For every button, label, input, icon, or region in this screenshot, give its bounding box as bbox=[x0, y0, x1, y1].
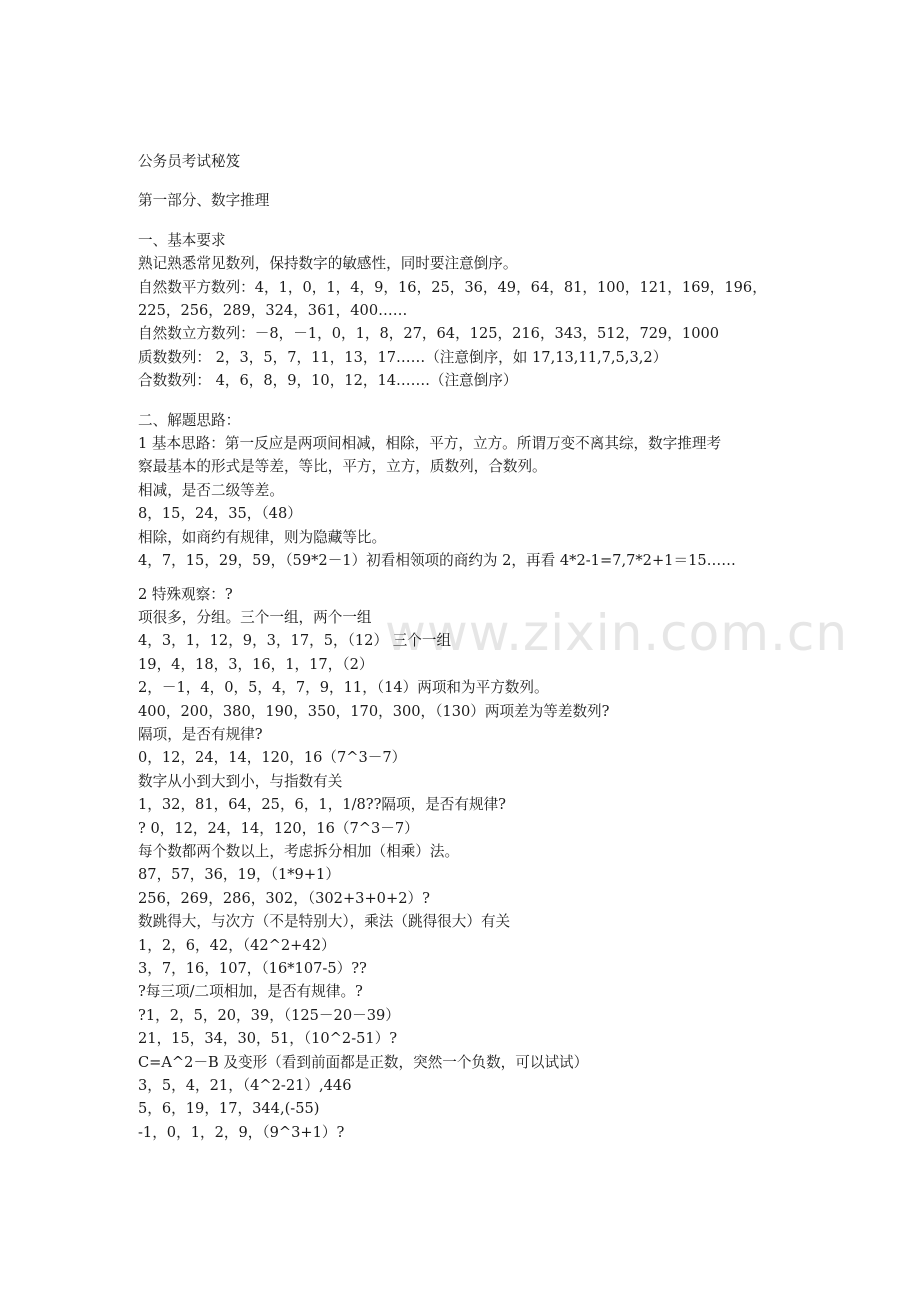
section2-line: 19，4，18，3，16，1，17，（2） bbox=[138, 655, 374, 673]
section2-heading: 二、解题思路： bbox=[138, 411, 241, 429]
section2-line: 1 基本思路：第一反应是两项间相减，相除，平方，立方。所谓万变不离其综，数字推理考 bbox=[138, 435, 722, 453]
section2-line: 256，269，286，302，（302+3+0+2）? bbox=[138, 889, 430, 907]
part-title: 第一部分、数字推理 bbox=[138, 192, 270, 210]
watermark: www.zixin.com.cn bbox=[385, 604, 849, 662]
section2-line: 1，2，6，42，（42^2+42） bbox=[138, 936, 336, 954]
section2-line: 1，32，81，64，25，6，1，1/8??隔项，是否有规律? bbox=[138, 796, 507, 814]
section2-line: -1，0，1，2，9，（9^3+1）? bbox=[138, 1123, 345, 1141]
section1-heading: 一、基本要求 bbox=[138, 231, 226, 249]
section2-line: 87，57，36，19，（1*9+1） bbox=[138, 866, 340, 884]
section2-line: C=A^2－B 及变形（看到前面都是正数，突然一个负数，可以试试） bbox=[138, 1053, 589, 1071]
section2-line: 3，5，4，21，（4^2-21）,446 bbox=[138, 1077, 352, 1095]
section2-line: 数跳得大，与次方（不是特别大），乘法（跳得很大）有关 bbox=[138, 913, 511, 931]
document-body bbox=[138, 150, 798, 1144]
section2-line: ?1，2，5，20，39，（125－20－39） bbox=[138, 1006, 400, 1024]
section2-line: 数字从小到大到小，与指数有关 bbox=[138, 772, 343, 790]
section2-line: 察最基本的形式是等差，等比，平方，立方，质数列，合数列。 bbox=[138, 458, 547, 476]
section1-line: 自然数立方数列：－8，－1，0，1，8，27，64，125，216，343，512，729，1000 bbox=[138, 325, 720, 343]
section2-line: ? 0，12，24，14，120，16（7^3－7） bbox=[138, 819, 419, 837]
section2-line: 3，7，16，107，（16*107-5）?? bbox=[138, 960, 367, 977]
section1-line: 合数数列： 4，6，8，9，10，12，14…….（注意倒序） bbox=[138, 372, 518, 390]
document-title: 公务员考试秘笈 bbox=[138, 153, 241, 170]
section2-line: 每个数都两个数以上，考虑拆分相加（相乘）法。 bbox=[138, 842, 460, 860]
section2-line: 4，3，1，12，9，3，17，5，（12） 三个一组 bbox=[138, 632, 452, 650]
section2-line: 5，6，19，17，344,(-55) bbox=[138, 1100, 320, 1118]
section1-line: 225，256，289，324，361，400…… bbox=[138, 302, 408, 320]
section2-line: 2 特殊观察：? bbox=[138, 585, 233, 603]
section1-line: 自然数平方数列：4，1，0，1，4，9，16，25，36，49，64，81，100，121，169，196， bbox=[138, 278, 767, 296]
section2-line: 项很多，分组。三个一组，两个一组 bbox=[138, 608, 372, 626]
section2-line: 4，7，15，29，59，（59*2－1）初看相领项的商约为 2，再看 4*2-1=7,7*2+1＝15…… bbox=[138, 552, 736, 570]
section2-line: 相减，是否二级等差。 bbox=[138, 481, 284, 499]
section2-line: 2，－1，4，0，5，4，7，9，11，（14）两项和为平方数列。 bbox=[138, 679, 549, 697]
section2-line: 相除，如商约有规律，则为隐藏等比。 bbox=[138, 528, 387, 546]
section2-line: ?每三项/二项相加，是否有规律。? bbox=[138, 983, 363, 1001]
section2-line: 8，15，24，35，（48） bbox=[138, 505, 302, 523]
section1-line: 熟记熟悉常见数列，保持数字的敏感性，同时要注意倒序。 bbox=[138, 255, 518, 273]
section2-line: 隔项，是否有规律? bbox=[138, 725, 263, 743]
section2-line: 21，15，34，30，51，（10^2-51）? bbox=[138, 1030, 398, 1048]
section2-line: 0，12，24，14，120，16（7^3－7） bbox=[138, 749, 407, 767]
section2-line: 400，200，380，190，350，170，300，（130）两项差为等差数列? bbox=[138, 702, 610, 720]
section1-line: 质数数列： 2，3，5，7，11，13，17……（注意倒序，如 17,13,11,7,5,3,2） bbox=[138, 348, 668, 366]
